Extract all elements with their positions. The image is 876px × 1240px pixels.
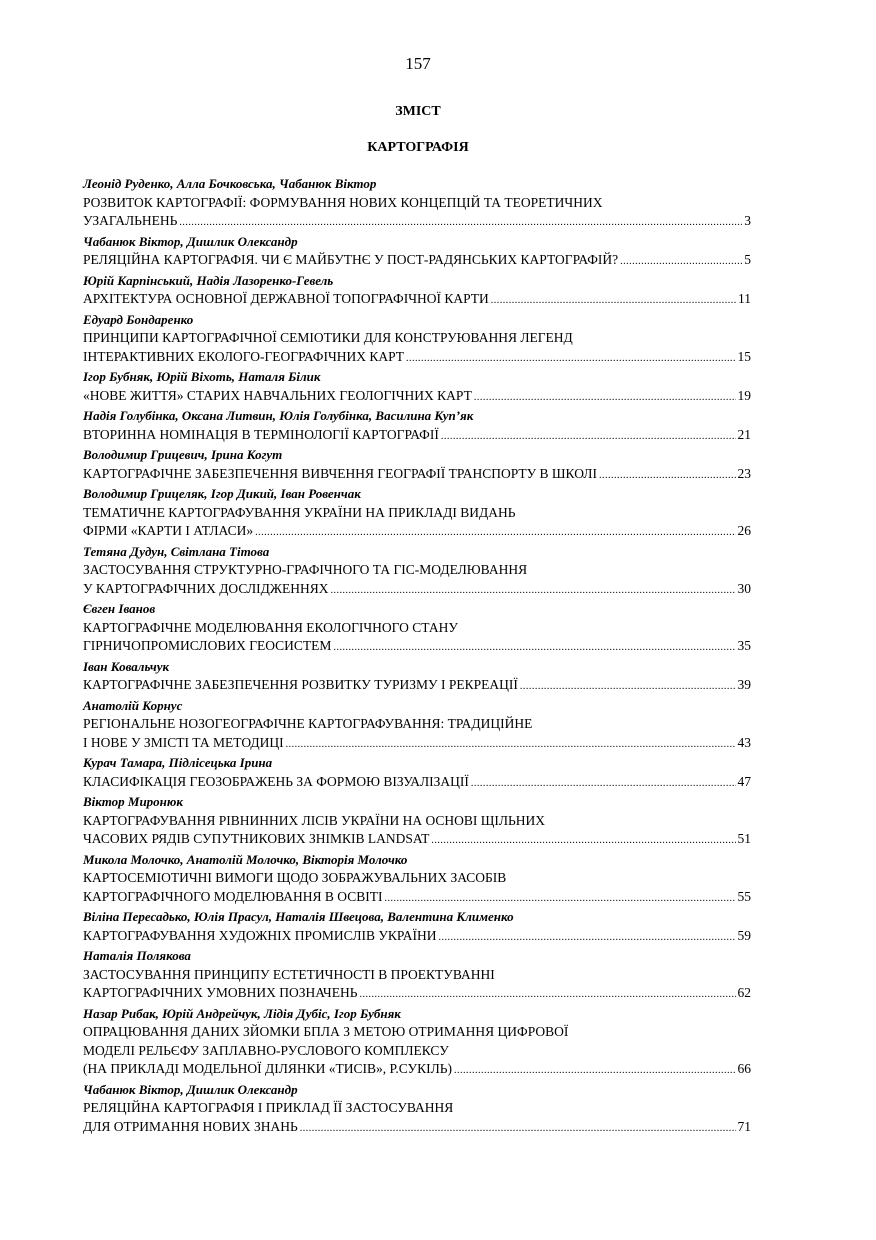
toc-entry-page-number: 15	[737, 348, 751, 364]
toc-entry-authors: Чабанюк Віктор, Дишлик Олександр	[83, 233, 298, 249]
toc-entry-authors: Юрій Карпінський, Надія Лазоренко-Гевель	[83, 272, 334, 288]
toc-entry-title-row	[83, 251, 751, 272]
toc-entry-title-line: ДЛЯ ОТРИМАННЯ НОВИХ ЗНАНЬ	[83, 1118, 298, 1134]
toc-entry-title-row	[83, 387, 751, 408]
toc-entry-title-row	[83, 290, 751, 311]
toc-entry-title-line: КАРТОГРАФУВАННЯ ХУДОЖНІХ ПРОМИСЛІВ УКРАЇНИ	[83, 927, 437, 943]
toc-entry-title-line: КАРТОГРАФУВАННЯ РІВНИННИХ ЛІСІВ УКРАЇНИ НА ОСНОВІ ЩІЛЬНИХ	[83, 812, 546, 828]
toc-entry-title-row	[83, 984, 751, 1005]
toc-entry-page-number: 5	[744, 252, 751, 267]
dot-leader	[359, 986, 735, 1005]
toc-entry-title-line: (НА ПРИКЛАДІ МОДЕЛЬНОЇ ДІЛЯНКИ «ТИСІВ», Р.СУКІЛЬ)	[83, 1061, 452, 1076]
dot-leader	[179, 214, 742, 233]
toc-entry-authors: Євген Іванов	[83, 601, 156, 616]
toc-entry-authors: Надія Голубінка, Оксана Литвин, Юлія Голубінка, Василина Куп’як	[83, 408, 474, 423]
contents-heading: ЗМІСТ	[395, 104, 441, 119]
dot-leader	[471, 775, 736, 794]
dot-leader	[286, 736, 736, 755]
toc-entry-title-line: ПРИНЦИПИ КАРТОГРАФІЧНОЇ СЕМІОТИКИ ДЛЯ КОНСТРУЮВАННЯ ЛЕГЕНД	[83, 330, 573, 345]
toc-entry-title-row	[83, 637, 751, 658]
toc-entry-title-line: КАРТОГРАФІЧНЕ МОДЕЛЮВАННЯ ЕКОЛОГІЧНОГО СТАНУ	[83, 619, 458, 635]
dot-leader	[474, 389, 736, 408]
dot-leader	[330, 582, 735, 601]
toc-entry-title-line: ЗАСТОСУВАННЯ СТРУКТУРНО-ГРАФІЧНОГО ТА ГІС-МОДЕЛЮВАННЯ	[83, 562, 528, 577]
dot-leader	[599, 467, 736, 486]
toc-entry	[83, 368, 751, 407]
toc-entry-authors: Назар Рибак, Юрій Андрейчук, Лідія Дубіс, Ігор Бубняк	[83, 1005, 401, 1021]
toc-entry-authors: Курач Тамара, Підлісецька Ірина	[83, 755, 273, 770]
toc-entry-authors: Едуард Бондаренко	[83, 311, 194, 327]
toc-entry-title-row	[83, 1118, 751, 1139]
toc-entry-authors: Леонід Руденко, Алла Бочковська, Чабанюк Віктор	[83, 176, 377, 191]
toc-entry-title-row	[83, 927, 751, 948]
toc-entry-title-line: ІНТЕРАКТИВНИХ ЕКОЛОГО-ГЕОГРАФІЧНИХ КАРТ	[83, 348, 405, 364]
toc-entry-page-number: 47	[737, 773, 751, 789]
dot-leader	[384, 890, 735, 909]
table-of-contents	[83, 175, 751, 1138]
toc-entry-title-row	[83, 426, 751, 447]
dot-leader	[441, 428, 736, 447]
toc-entry-title-line: «НОВЕ ЖИТТЯ» СТАРИХ НАВЧАЛЬНИХ ГЕОЛОГІЧНИХ КАРТ	[83, 387, 472, 403]
section-heading: КАРТОГРАФІЯ	[367, 140, 469, 155]
toc-entry-title-line: КАРТОГРАФІЧНЕ ЗАБЕЗПЕЧЕННЯ ВИВЧЕННЯ ГЕОГРАФІЇ ТРАНСПОРТУ В ШКОЛІ	[83, 465, 597, 481]
toc-entry-title-line: КЛАСИФІКАЦІЯ ГЕОЗОБРАЖЕНЬ ЗА ФОРМОЮ ВІЗУАЛІЗАЦІЇ	[83, 773, 469, 789]
toc-entry	[83, 754, 751, 793]
toc-entry-title-line: УЗАГАЛЬНЕНЬ	[83, 213, 178, 228]
toc-entry-authors: Анатолій Корнус	[83, 697, 183, 713]
dot-leader	[300, 1120, 736, 1139]
toc-entry-title-line: ЧАСОВИХ РЯДІВ СУПУТНИКОВИХ ЗНІМКІВ LANDSAT	[83, 831, 430, 846]
toc-entry-title-line: ОПРАЦЮВАННЯ ДАНИХ ЗЙОМКИ БПЛА З МЕТОЮ ОТРИМАННЯ ЦИФРОВОЇ	[83, 1024, 569, 1039]
toc-entry-authors: Микола Молочко, Анатолій Молочко, Вікторія Молочко	[83, 851, 408, 867]
toc-entry-title-line: ГІРНИЧОПРОМИСЛОВИХ ГЕОСИСТЕМ	[83, 638, 332, 653]
dot-leader	[438, 929, 735, 948]
toc-entry-authors: Чабанюк Віктор, Дишлик Олександр	[83, 1081, 298, 1097]
toc-entry-title-line: КАРТОГРАФІЧНОГО МОДЕЛЮВАННЯ В ОСВІТІ	[83, 888, 383, 904]
toc-entry-page-number: 11	[738, 291, 751, 306]
toc-entry-page-number: 62	[737, 985, 751, 1000]
toc-entry-title-row	[83, 734, 751, 755]
toc-entry-authors: Віктор Миронюк	[83, 794, 183, 809]
toc-entry-title-row	[83, 773, 751, 794]
toc-entry-title-line: І НОВЕ У ЗМІСТІ ТА МЕТОДИЦІ	[83, 734, 284, 750]
toc-entry-authors: Тетяна Дудун, Світлана Тітова	[83, 543, 270, 559]
dot-leader	[431, 832, 735, 851]
toc-entry-page-number: 19	[737, 387, 751, 403]
toc-entry-page-number: 51	[737, 831, 751, 846]
toc-entry-authors: Ігор Бубняк, Юрій Віхоть, Наталя Білик	[83, 369, 321, 384]
toc-entry	[83, 1081, 751, 1139]
toc-entry-authors: Наталія Полякова	[83, 948, 191, 963]
toc-entry-page-number: 35	[737, 638, 751, 653]
toc-entry	[83, 600, 751, 658]
toc-entry-title-line: У КАРТОГРАФІЧНИХ ДОСЛІДЖЕННЯХ	[83, 580, 329, 596]
dot-leader	[491, 292, 736, 311]
toc-entry-title-row	[83, 830, 751, 851]
toc-entry-page-number: 3	[744, 213, 751, 228]
toc-entry	[83, 697, 751, 755]
dot-leader	[620, 253, 742, 272]
toc-entry-page-number: 66	[737, 1061, 751, 1076]
toc-entry-title-line: ТЕМАТИЧНЕ КАРТОГРАФУВАННЯ УКРАЇНИ НА ПРИКЛАДІ ВИДАНЬ	[83, 504, 516, 520]
toc-entry-title-row	[83, 676, 751, 697]
toc-entry-authors: Віліна Пересадько, Юлія Прасул, Наталія Швецова, Валентина Клименко	[83, 909, 514, 924]
toc-entry-authors: Іван Ковальчук	[83, 658, 170, 674]
toc-entry	[83, 947, 751, 1005]
toc-entry	[83, 658, 751, 697]
toc-entry-title-row	[83, 580, 751, 601]
dot-leader	[454, 1062, 736, 1081]
toc-entry-page-number: 26	[737, 523, 751, 538]
toc-entry-title-row	[83, 1060, 751, 1081]
toc-entry-title-line: РЕЛЯЦІЙНА КАРТОГРАФІЯ І ПРИКЛАД ЇЇ ЗАСТОСУВАННЯ	[83, 1100, 454, 1115]
toc-entry-title-line: КАРТОСЕМІОТИЧНІ ВИМОГИ ЩОДО ЗОБРАЖУВАЛЬНИХ ЗАСОБІВ	[83, 870, 507, 885]
toc-entry-authors: Володимир Грицеляк, Ігор Дикий, Іван Ровенчак	[83, 486, 361, 501]
toc-entry	[83, 272, 751, 311]
toc-entry-title-row	[83, 888, 751, 909]
toc-entry	[83, 851, 751, 909]
toc-entry-title-row	[83, 522, 751, 543]
toc-entry	[83, 175, 751, 233]
toc-entry-title-line: РЕЛЯЦІЙНА КАРТОГРАФІЯ. ЧИ Є МАЙБУТНЄ У ПОСТ-РАДЯНСЬКИХ КАРТОГРАФІЙ?	[83, 252, 619, 267]
dot-leader	[406, 350, 735, 369]
toc-entry	[83, 485, 751, 543]
dot-leader	[520, 678, 736, 697]
toc-entry-page-number: 55	[737, 888, 751, 904]
toc-entry-title-line: АРХІТЕКТУРА ОСНОВНОЇ ДЕРЖАВНОЇ ТОПОГРАФІЧНОЇ КАРТИ	[83, 291, 489, 306]
toc-entry-title-line: КАРТОГРАФІЧНИХ УМОВНИХ ПОЗНАЧЕНЬ	[83, 985, 358, 1000]
toc-entry-title-line: РОЗВИТОК КАРТОГРАФІЇ: ФОРМУВАННЯ НОВИХ КОНЦЕПЦІЙ ТА ТЕОРЕТИЧНИХ	[83, 194, 603, 210]
page-number: 157	[405, 54, 431, 73]
toc-entry	[83, 311, 751, 369]
toc-entry	[83, 407, 751, 446]
toc-entry-title-line: ВТОРИННА НОМІНАЦІЯ В ТЕРМІНОЛОГІЇ КАРТОГРАФІЇ	[83, 426, 439, 442]
dot-leader	[255, 524, 735, 543]
toc-entry-title-line: ЗАСТОСУВАННЯ ПРИНЦИПУ ЕСТЕТИЧНОСТІ В ПРОЕКТУВАННІ	[83, 966, 495, 982]
toc-entry-page-number: 23	[737, 465, 751, 481]
toc-entry-page-number: 43	[737, 734, 751, 750]
toc-entry-title-line: МОДЕЛІ РЕЛЬЄФУ ЗАПЛАВНО-РУСЛОВОГО КОМПЛЕКСУ	[83, 1042, 449, 1058]
toc-entry-title-line: ФІРМИ «КАРТИ І АТЛАСИ»	[83, 523, 254, 538]
toc-entry-page-number: 71	[737, 1118, 751, 1134]
toc-entry-page-number: 39	[737, 677, 751, 692]
toc-entry-page-number: 21	[737, 426, 751, 442]
dot-leader	[333, 639, 735, 658]
toc-entry	[83, 908, 751, 947]
toc-entry	[83, 543, 751, 601]
toc-entry	[83, 446, 751, 485]
toc-entry	[83, 793, 751, 851]
toc-entry-authors: Володимир Грицевич, Ірина Когут	[83, 447, 283, 462]
toc-entry-page-number: 30	[737, 580, 751, 596]
toc-entry	[83, 233, 751, 272]
toc-entry-title-row	[83, 348, 751, 369]
toc-entry-title-row	[83, 465, 751, 486]
toc-entry-title-line: КАРТОГРАФІЧНЕ ЗАБЕЗПЕЧЕННЯ РОЗВИТКУ ТУРИЗМУ І РЕКРЕАЦІЇ	[83, 677, 518, 692]
toc-entry-title-line: РЕГІОНАЛЬНЕ НОЗОГЕОГРАФІЧНЕ КАРТОГРАФУВАННЯ: ТРАДИЦІЙНЕ	[83, 716, 533, 731]
toc-entry	[83, 1005, 751, 1081]
toc-entry-title-row	[83, 212, 751, 233]
toc-entry-page-number: 59	[737, 927, 751, 943]
